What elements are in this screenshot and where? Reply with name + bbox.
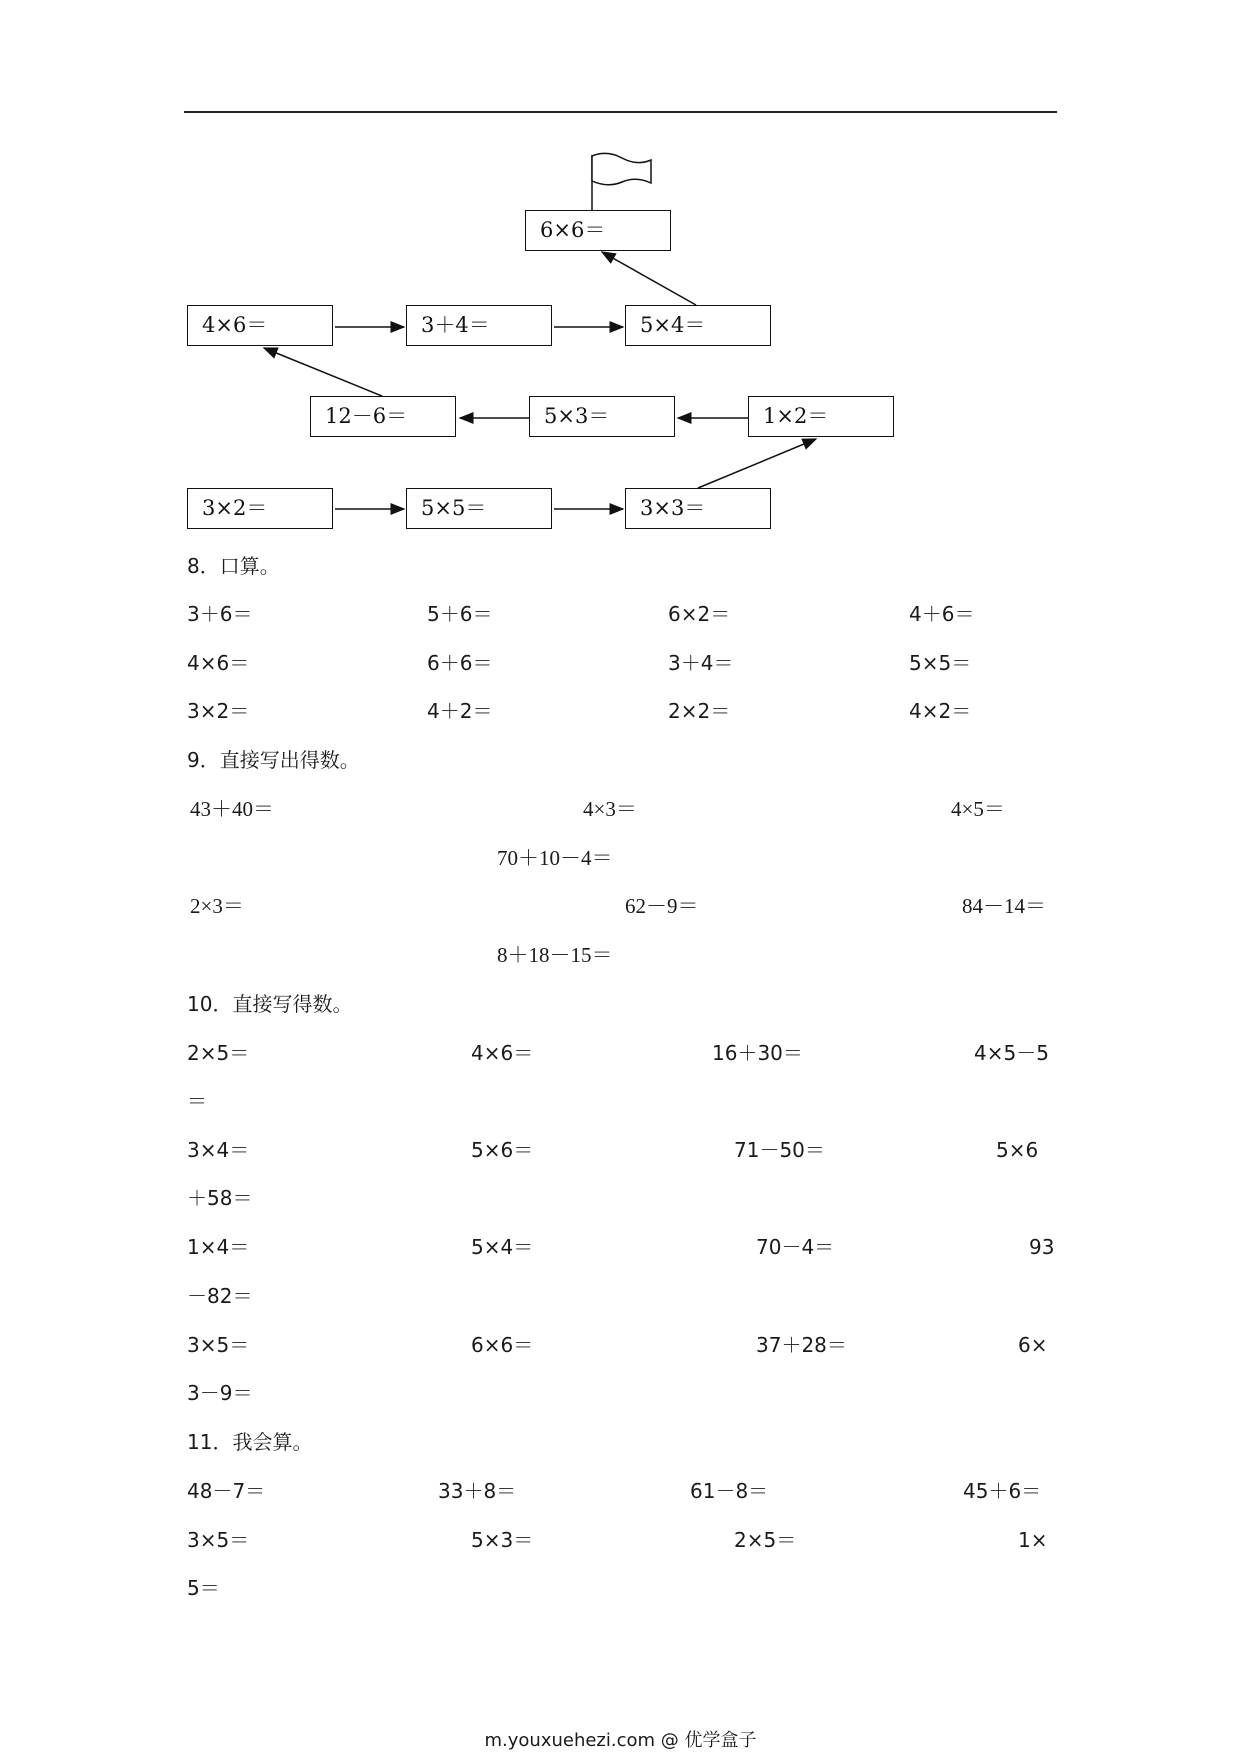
q10-item: 2×5＝ (187, 1041, 250, 1065)
box-r2c2: 5×3＝ (529, 396, 675, 437)
box-r3c2: 5×5＝ (406, 488, 552, 529)
q9-item: 4×3＝ (583, 797, 637, 821)
arrow-r2c1-r1c1 (264, 348, 382, 396)
q8-item: 4＋6＝ (909, 602, 975, 626)
q10-item: 4×5－5 (974, 1041, 1049, 1065)
q8-item: 4×2＝ (909, 699, 972, 723)
flag-icon (592, 153, 651, 184)
q11-item: 3×5＝ (187, 1528, 250, 1552)
q8-item: 3＋6＝ (187, 602, 253, 626)
q8-title: 8．口算。 (187, 554, 280, 578)
box-r2c3: 1×2＝ (748, 396, 894, 437)
q9-item: 8＋18－15＝ (497, 943, 613, 967)
q11-item: 61－8＝ (690, 1479, 769, 1503)
q8-item: 5＋6＝ (427, 602, 493, 626)
footer-watermark: m.youxuehezi.com @ 优学盒子 (484, 1730, 757, 1751)
arrow-r3c3-r2c3 (698, 439, 816, 488)
q10-item: 6×6＝ (471, 1333, 534, 1357)
q8-item: 3×2＝ (187, 699, 250, 723)
box-r2c1: 12－6＝ (310, 396, 456, 437)
q11-item: 33＋8＝ (438, 1479, 517, 1503)
box-top: 6×6＝ (525, 210, 671, 251)
q11-item: 1× (1018, 1528, 1048, 1552)
q10-item: 5×6 (996, 1138, 1039, 1162)
q10-item: 16＋30＝ (712, 1041, 803, 1065)
q10-item: ＝ (187, 1089, 207, 1113)
box-r1c3: 5×4＝ (625, 305, 771, 346)
q9-title: 9．直接写出得数。 (187, 748, 360, 772)
q11-item: 48－7＝ (187, 1479, 266, 1503)
q9-item: 4×5＝ (951, 797, 1005, 821)
q10-item: －82＝ (187, 1284, 253, 1308)
q9-item: 62－9＝ (625, 894, 699, 918)
q11-title: 11．我会算。 (187, 1430, 313, 1454)
q10-item: 5×4＝ (471, 1235, 534, 1259)
q10-item: 71－50＝ (734, 1138, 825, 1162)
q10-item: 37＋28＝ (756, 1333, 847, 1357)
q8-item: 6×2＝ (668, 602, 731, 626)
q8-item: 5×5＝ (909, 651, 972, 675)
q10-item: 5×6＝ (471, 1138, 534, 1162)
q10-item: 4×6＝ (471, 1041, 534, 1065)
q9-item: 43＋40＝ (190, 797, 274, 821)
q10-item: 3×4＝ (187, 1138, 250, 1162)
q9-item: 70＋10－4＝ (497, 846, 613, 870)
q8-item: 4＋2＝ (427, 699, 493, 723)
arrow-r1c3-top (602, 252, 696, 305)
q10-item: 70－4＝ (756, 1235, 835, 1259)
q10-item: 1×4＝ (187, 1235, 250, 1259)
box-r1c1: 4×6＝ (187, 305, 333, 346)
q10-item: 93 (1029, 1235, 1055, 1259)
q10-item: 6× (1018, 1333, 1048, 1357)
q9-item: 2×3＝ (190, 894, 244, 918)
q10-item: 3－9＝ (187, 1381, 253, 1405)
box-r3c3: 3×3＝ (625, 488, 771, 529)
q11-item: 5×3＝ (471, 1528, 534, 1552)
q11-item: 45＋6＝ (963, 1479, 1042, 1503)
q10-title: 10．直接写得数。 (187, 992, 353, 1016)
q9-item: 84－14＝ (962, 894, 1046, 918)
q8-item: 6＋6＝ (427, 651, 493, 675)
q11-item: 5＝ (187, 1576, 220, 1600)
q8-item: 3＋4＝ (668, 651, 734, 675)
q11-item: 2×5＝ (734, 1528, 797, 1552)
box-r1c2: 3＋4＝ (406, 305, 552, 346)
q10-item: ＋58＝ (187, 1186, 253, 1210)
box-r3c1: 3×2＝ (187, 488, 333, 529)
q8-item: 4×6＝ (187, 651, 250, 675)
path-diagram (0, 0, 1241, 540)
q10-item: 3×5＝ (187, 1333, 250, 1357)
q8-item: 2×2＝ (668, 699, 731, 723)
